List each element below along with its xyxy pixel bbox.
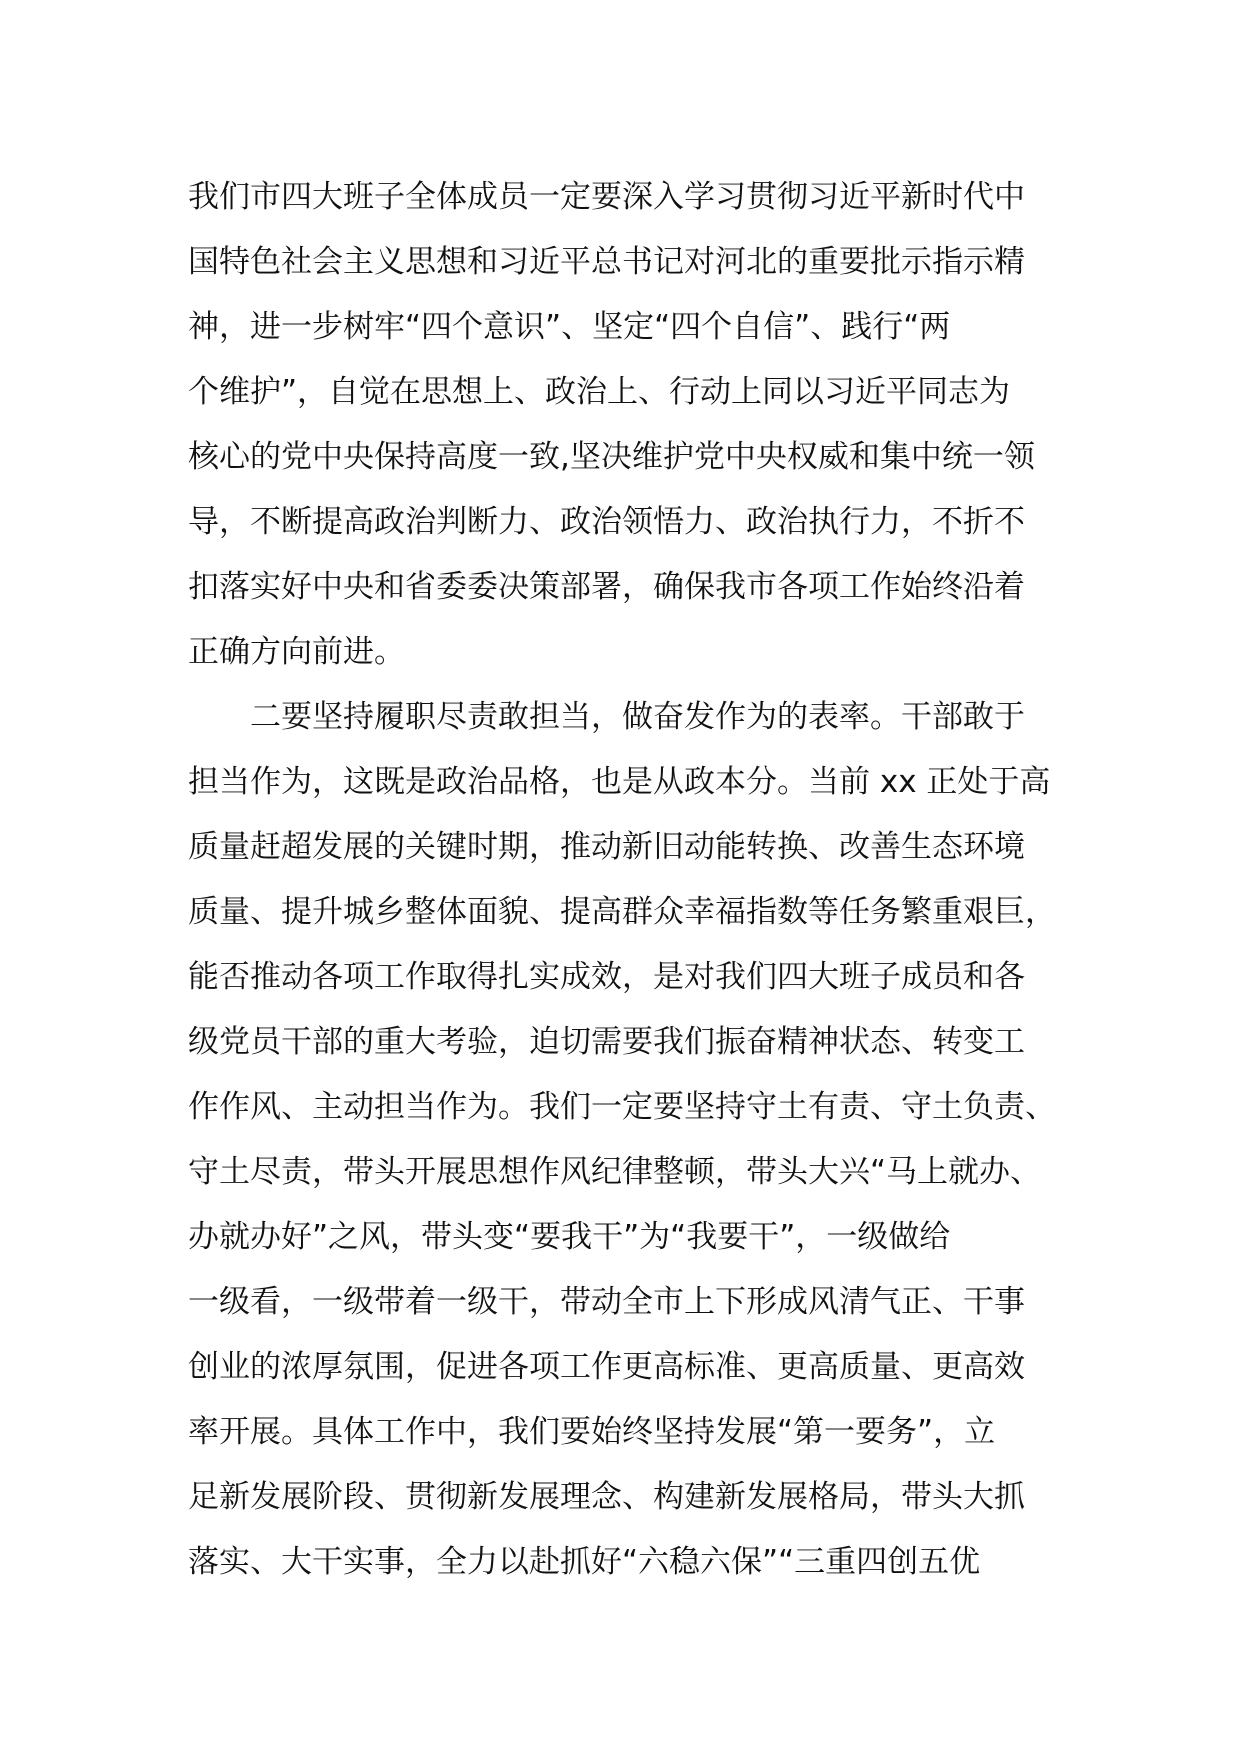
text-line: 一级看，一级带着一级干，带动全市上下形成风清气正、干事 xyxy=(188,1284,1025,1320)
text-line: 个维护”，自觉在思想上、政治上、行动上同以习近平同志为 xyxy=(188,374,1011,410)
paragraph-start-line: 二要坚持履职尽责敢担当，做奋发作为的表率。干部敢于 xyxy=(188,699,1025,735)
text-line: 正确方向前进。 xyxy=(188,634,405,670)
text-line: 我们市四大班子全体成员一定要深入学习贯彻习近平新时代中 xyxy=(188,179,1025,215)
text-line: 级党员干部的重大考验，迫切需要我们振奋精神状态、转变工 xyxy=(188,1024,1025,1060)
text-line: 质量、提升城乡整体面貌、提高群众幸福指数等任务繁重艰巨， xyxy=(188,894,1056,930)
text-line: 国特色社会主义思想和习近平总书记对河北的重要批示指示精 xyxy=(188,244,1025,280)
text-line: 神，进一步树牢“四个意识”、坚定“四个自信”、践行“两 xyxy=(188,309,951,345)
text-line: 作作风、主动担当作为。我们一定要坚持守土有责、守土负责、 xyxy=(188,1089,1056,1125)
text-line: 办就办好”之风，带头变“要我干”为“我要干”，一级做给 xyxy=(188,1219,951,1255)
text-line: 率开展。具体工作中，我们要始终坚持发展“第一要务”，立 xyxy=(188,1414,996,1450)
text-line: 足新发展阶段、贯彻新发展理念、构建新发展格局，带头大抓 xyxy=(188,1479,1025,1515)
text-line: 扣落实好中央和省委委决策部署，确保我市各项工作始终沿着 xyxy=(188,569,1025,605)
text-line: 能否推动各项工作取得扎实成效，是对我们四大班子成员和各 xyxy=(188,959,1025,995)
text-line: 担当作为，这既是政治品格，也是从政本分。当前 xx 正处于高 xyxy=(188,764,1051,800)
text-line: 质量赶超发展的关键时期，推动新旧动能转换、改善生态环境 xyxy=(188,829,1025,865)
body-text xyxy=(188,165,1088,1595)
text-line: 核心的党中央保持高度一致,坚决维护党中央权威和集中统一领 xyxy=(188,439,1035,475)
text-line: 落实、大干实事，全力以赴抓好“六稳六保”“三重四创五优 xyxy=(188,1544,981,1580)
text-line: 导，不断提高政治判断力、政治领悟力、政治执行力，不折不 xyxy=(188,504,1025,540)
text-line: 创业的浓厚氛围，促进各项工作更高标准、更高质量、更高效 xyxy=(188,1349,1025,1385)
text-line: 守土尽责，带头开展思想作风纪律整顿，带头大兴“马上就办、 xyxy=(188,1154,1042,1190)
